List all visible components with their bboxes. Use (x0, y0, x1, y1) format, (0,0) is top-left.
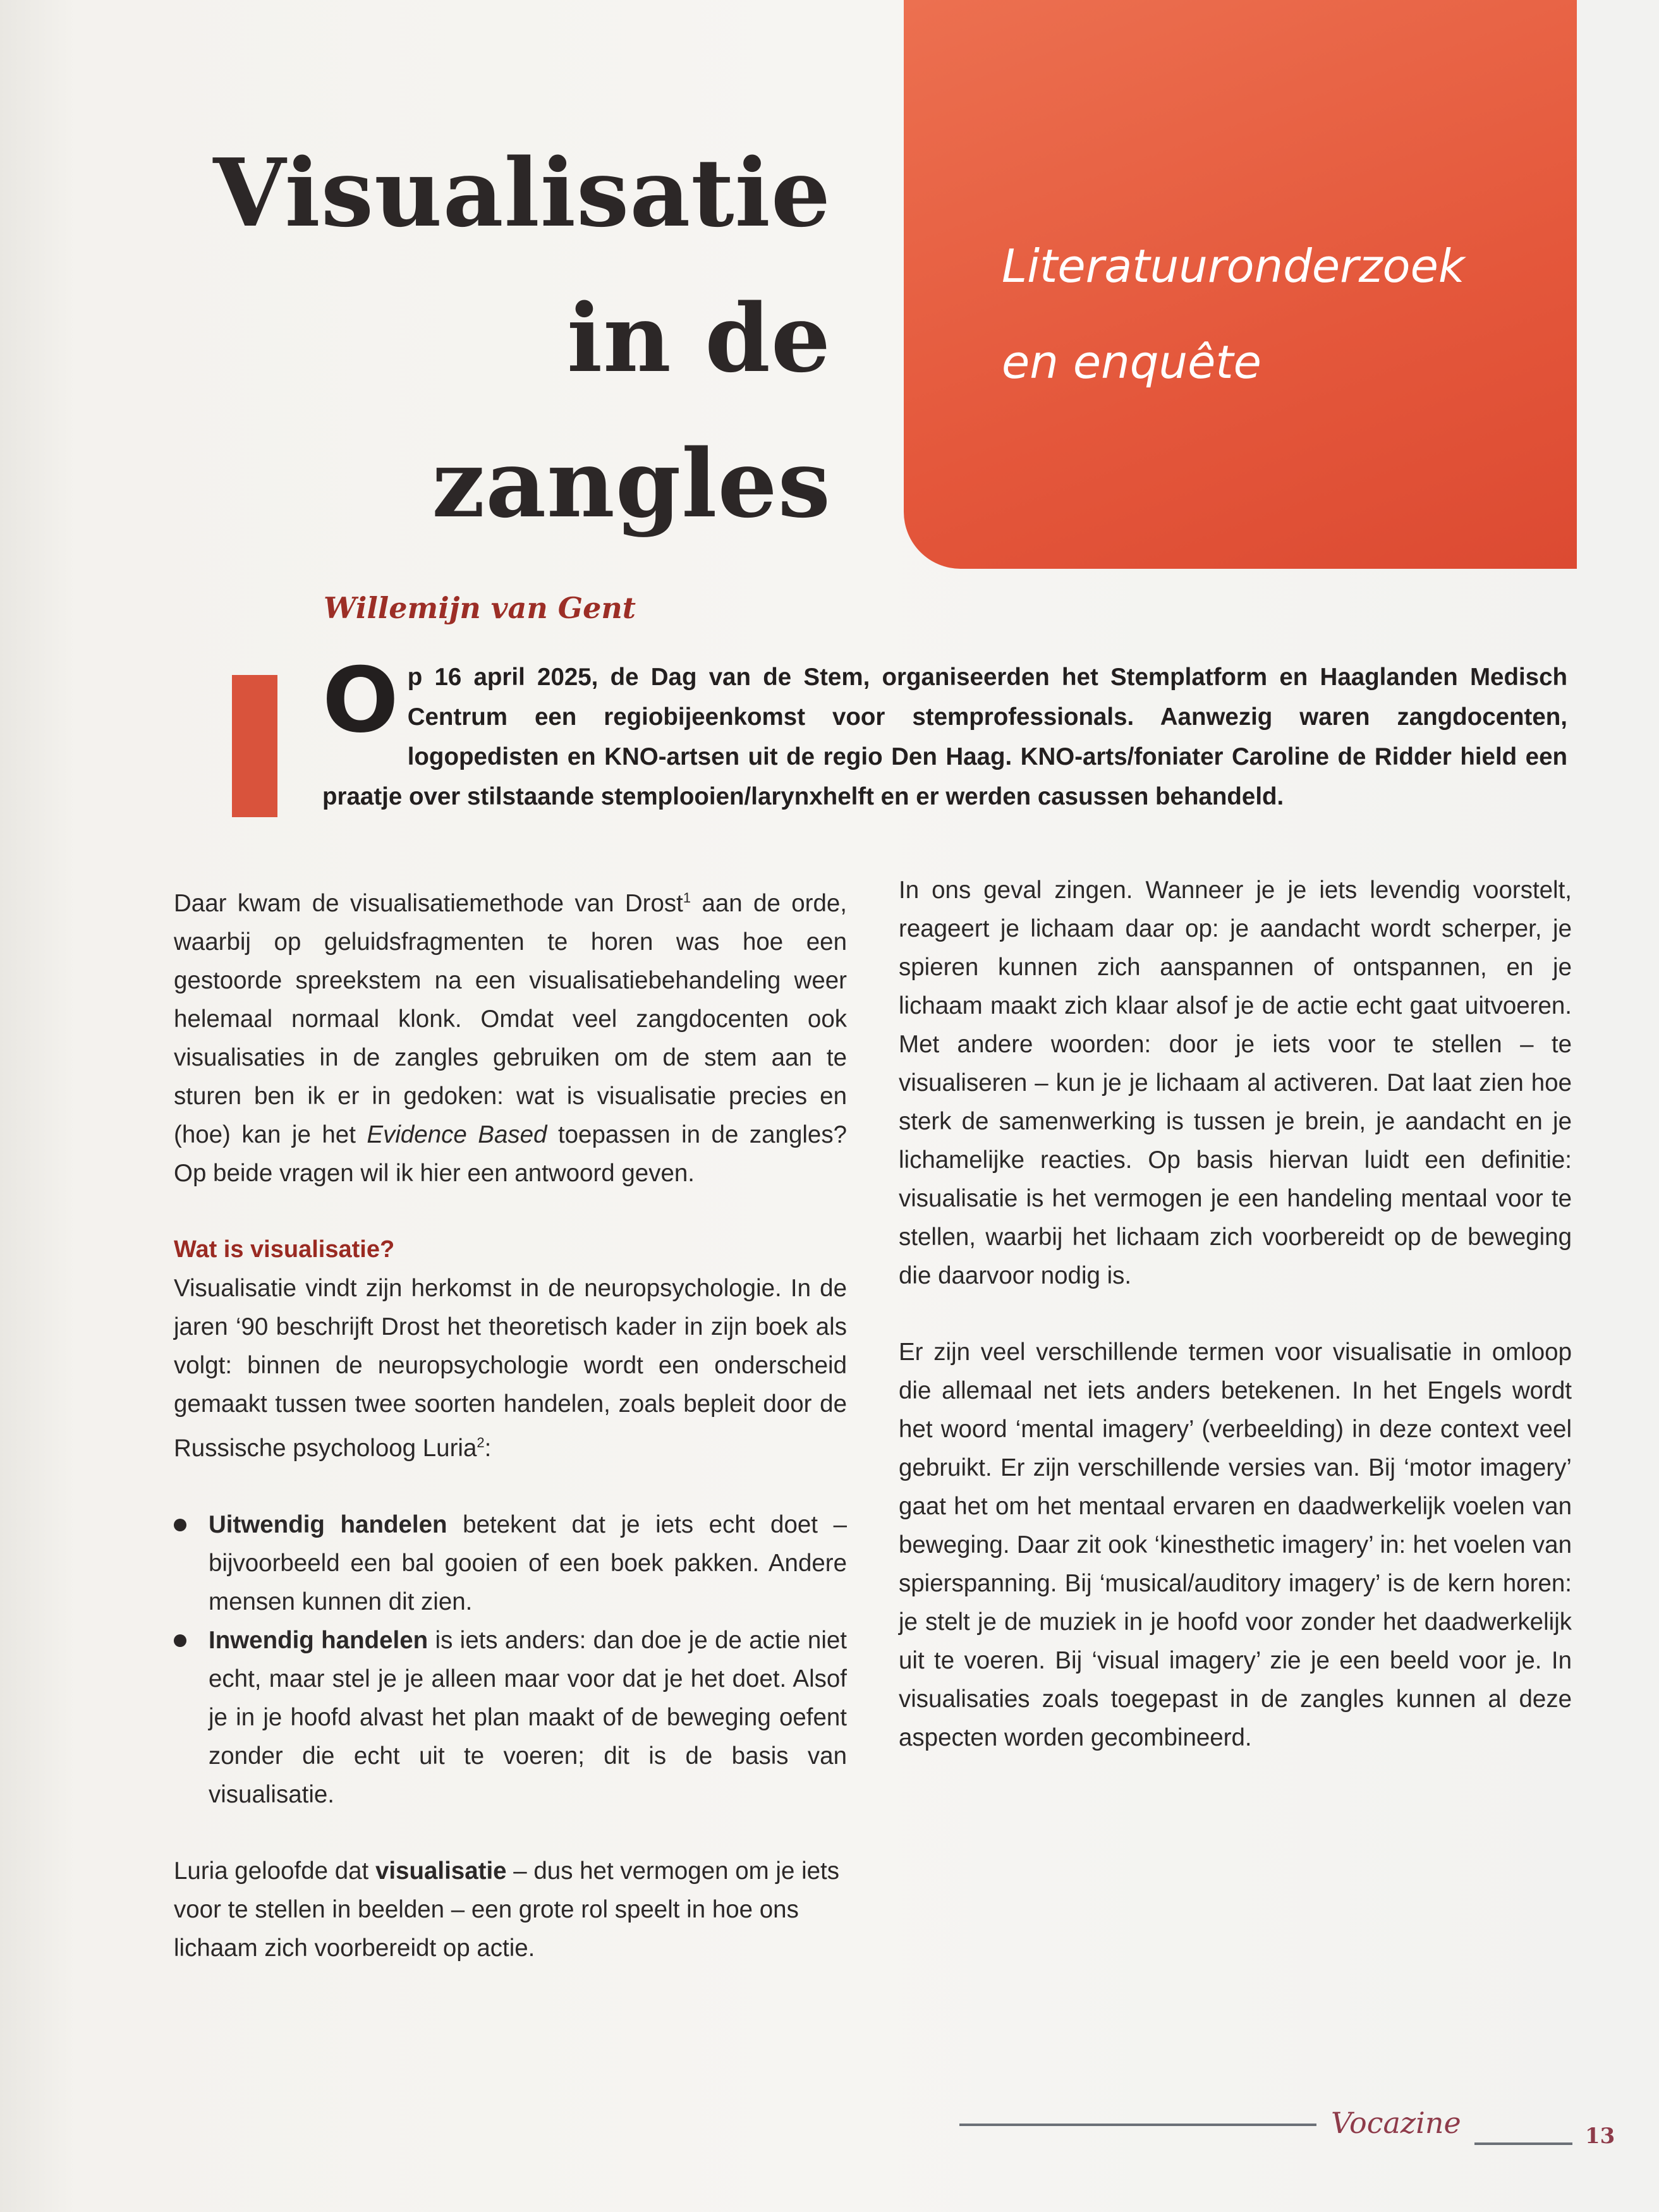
magazine-name: Vocazine (1331, 2106, 1461, 2140)
author: Willemijn van Gent (324, 591, 636, 625)
intro-paragraph (322, 648, 1567, 817)
list-item: Inwendig handelen is iets anders: dan doe je de actie niet echt, maar stel je je alleen maar voor dat je het doet. Alsof je in je hoofd alvast het plan maakt of de beweging oefent zonder die echt uit te voeren; dit is de basis van visualisatie. (174, 1621, 847, 1814)
subtitle-block (904, 0, 1577, 569)
paragraph: Luria geloofde dat visualisatie – dus het vermogen om je iets voor te stellen in beelden – een grote rol speelt in hoe ons lichaam zich voorbereidt op actie. (174, 1857, 840, 1962)
left-column (174, 878, 847, 2005)
page-number: 13 (1585, 2124, 1615, 2149)
bullet-icon (174, 1519, 186, 1531)
bullet-list (174, 1505, 847, 1814)
paragraph: Visualisatie vindt zijn herkomst in de neuropsychologie. In de jaren ‘90 beschrijft Drost het theoretisch kader in zijn boek als volgt: binnen de neuropsychologie wordt een onderscheid gemaakt tussen twee soorten handelen, zoals bepleit door de Russische psycholoog Luria$^2$: (174, 1274, 847, 1462)
subtitle-line: en enquête (1002, 336, 1261, 389)
subtitle (1002, 218, 1465, 410)
paragraph: In ons geval zingen. Wanneer je je iets levendig voorstelt, reageert je lichaam daar op: je aandacht wordt scherper, je spieren kunnen zich aanspannen of ontspannen, en je lichaam maakt zich klaar alsof je de actie echt gaat uitvoeren. Met andere woorden: door je iets voor te stellen – te visualiseren – kun je je lichaam al activeren. Dat laat zien hoe sterk de samenwerking is tussen je brein, je aandacht en je lichamelijke reacties. Op basis hiervan luidt een definitie: visualisatie is het vermogen je een handeling mentaal voor te stellen, waarbij het lichaam zich voorbereidt op de beweging die daarvoor nodig is. (899, 877, 1572, 1289)
intro-accent-bar (232, 675, 277, 817)
subtitle-line: Literatuuronderzoek (1002, 240, 1465, 293)
intro-text: p 16 april 2025, de Dag van de Stem, organiseerden het Stemplatform en Haaglanden Medisch Centrum een regiobijeenkomst voor stemprofessionals. Aanwezig waren zangdocenten, logopedisten en KNO-artsen uit de regio Den Haag. KNO-arts/foniater Caroline de Ridder hield een praatje over stilstaande stemplooien/larynxhelft en er werden casussen behandeld. (322, 664, 1567, 810)
article-title (213, 120, 831, 556)
footer-rule (1474, 2142, 1572, 2145)
page-footer (959, 2106, 1617, 2156)
bullet-icon (174, 1634, 186, 1647)
footer-rule (959, 2124, 1316, 2126)
right-column (899, 871, 1572, 1795)
list-item: Uitwendig handelen betekent dat je iets echt doet – bijvoorbeeld een bal gooien of een boek pakken. Andere mensen kunnen dit zien. (174, 1505, 847, 1621)
title-line: Visualisatie (213, 138, 831, 248)
title-line: in de (567, 283, 831, 393)
title-line: zangles (432, 428, 831, 538)
section-heading: Wat is visualisatie? (174, 1236, 395, 1263)
drop-cap: O (322, 648, 399, 753)
paragraph: Daar kwam de visualisatiemethode van Drost$^1$ aan de orde, waarbij op geluidsfragmenten te horen was hoe een gestoorde spreekstem na een visualisatiebehandeling weer helemaal normaal klonk. Omdat veel zangdocenten ook visualisaties in de zangles gebruiken om de stem aan te sturen ben ik er in gedoken: wat is visualisatie precies en (hoe) kan je het Evidence Based toepassen in de zangles? Op beide vragen wil ik hier een antwoord geven. (174, 889, 848, 1187)
paragraph: Er zijn veel verschillende termen voor visualisatie in omloop die allemaal net iets anders betekenen. In het Engels wordt het woord ‘mental imagery’ (verbeelding) in deze context veel gebruikt. Er zijn verschillende versies van. Bij ‘motor imagery’ gaat het om het mentaal ervaren en daadwerkelijk voelen van beweging. Daar zit ook ‘kinesthetic imagery’ in: het voelen van spierspanning. Bij ‘musical/auditory imagery’ is de kern horen: je stelt je de muziek in je hoofd voor zonder het daadwerkelijk uit te voeren. Bij ‘visual imagery’ zie je een beeld voor je. In visualisaties zoals toegepast in de zangles kunnen al deze aspecten worden gecombineerd. (899, 1339, 1572, 1751)
